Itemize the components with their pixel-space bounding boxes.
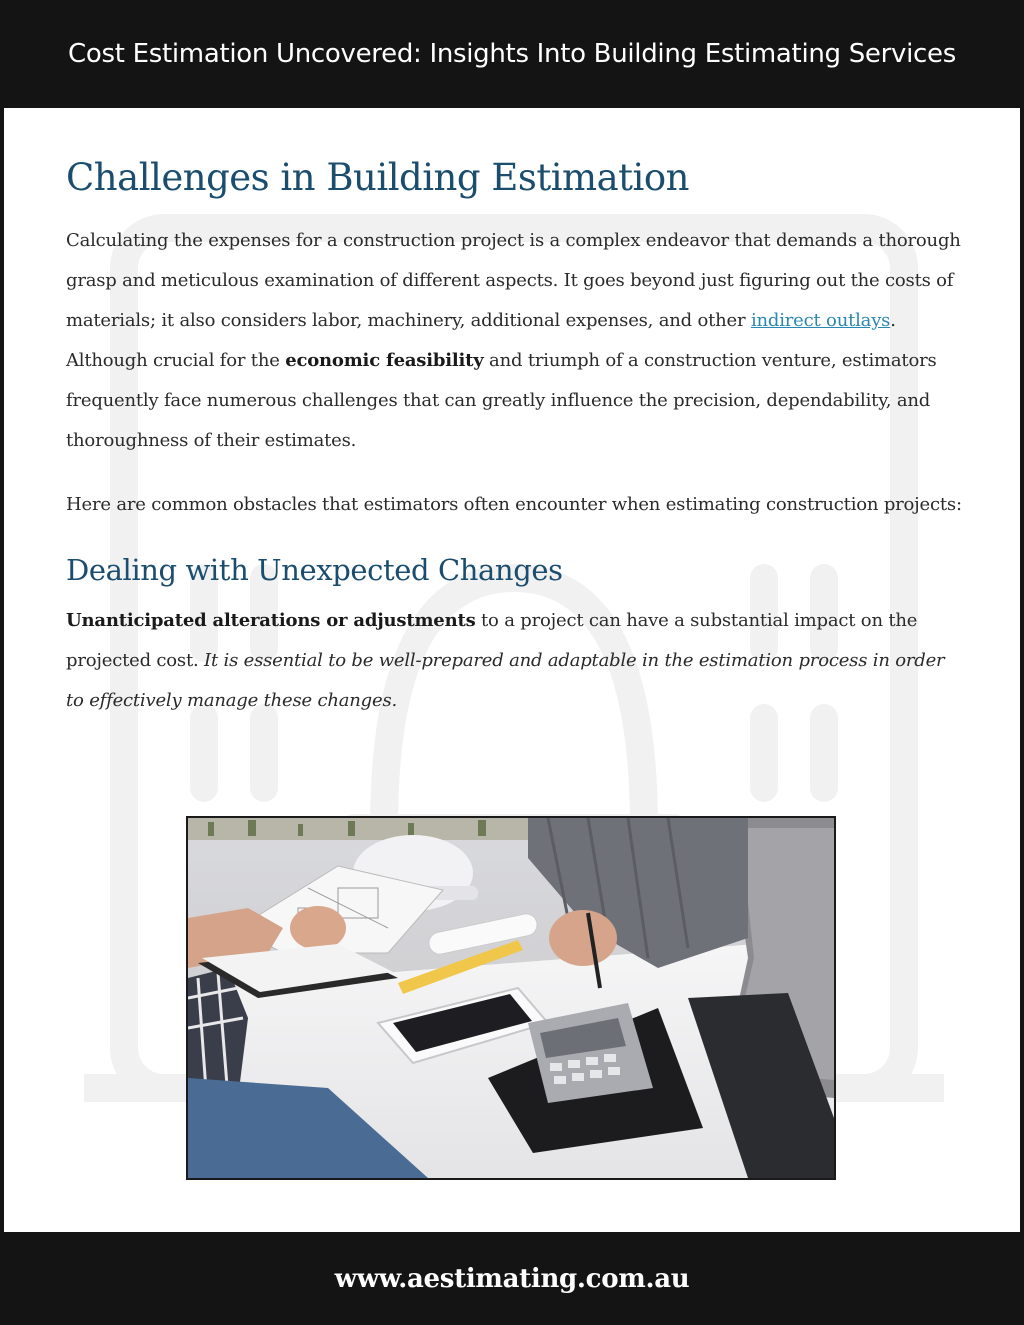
indirect-outlays-link[interactable]: indirect outlays (750, 310, 891, 331)
subsection-heading: Dealing with Unexpected Changes (66, 553, 563, 587)
page-header (0, 0, 1024, 108)
section-heading: Challenges in Building Estimation (66, 156, 689, 199)
estimation-photo (186, 816, 836, 1180)
para-text: Calculating the expenses for a construction project is a complex endeavor that demands a thorough grasp and meticulous examination of different aspects. It goes beyond just figuring out the costs of materials; it also considers labor, machinery, additional expenses, and other (66, 230, 961, 331)
intro-paragraph (66, 221, 966, 461)
obstacles-paragraph: Here are common obstacles that estimators often encounter when estimating construction projects: (66, 494, 962, 515)
page-body (4, 108, 1020, 1232)
changes-paragraph (66, 601, 966, 721)
photo-illustration (188, 818, 834, 1178)
para-text: to a project can have a substantial impact on the projected cost. (66, 610, 918, 671)
header-title: Cost Estimation Uncovered: Insights Into Building Estimating Services (68, 39, 956, 69)
para-bold: Unanticipated alterations or adjustments (66, 610, 476, 631)
page-footer (0, 1232, 1024, 1325)
para-text: and triumph of a construction venture, estimators frequently face numerous challenges that can greatly influence the precision, dependability, and thoroughness of their estimates. (66, 350, 937, 451)
para-italic: It is essential to be well-prepared and adaptable in the estimation process in order to effectively manage these changes. (66, 650, 945, 711)
content-area (66, 156, 966, 745)
footer-website-url[interactable]: www.aestimating.com.au (334, 1263, 690, 1294)
para-bold: economic feasibility (285, 350, 484, 371)
para-text: . Although crucial for the (66, 310, 896, 371)
